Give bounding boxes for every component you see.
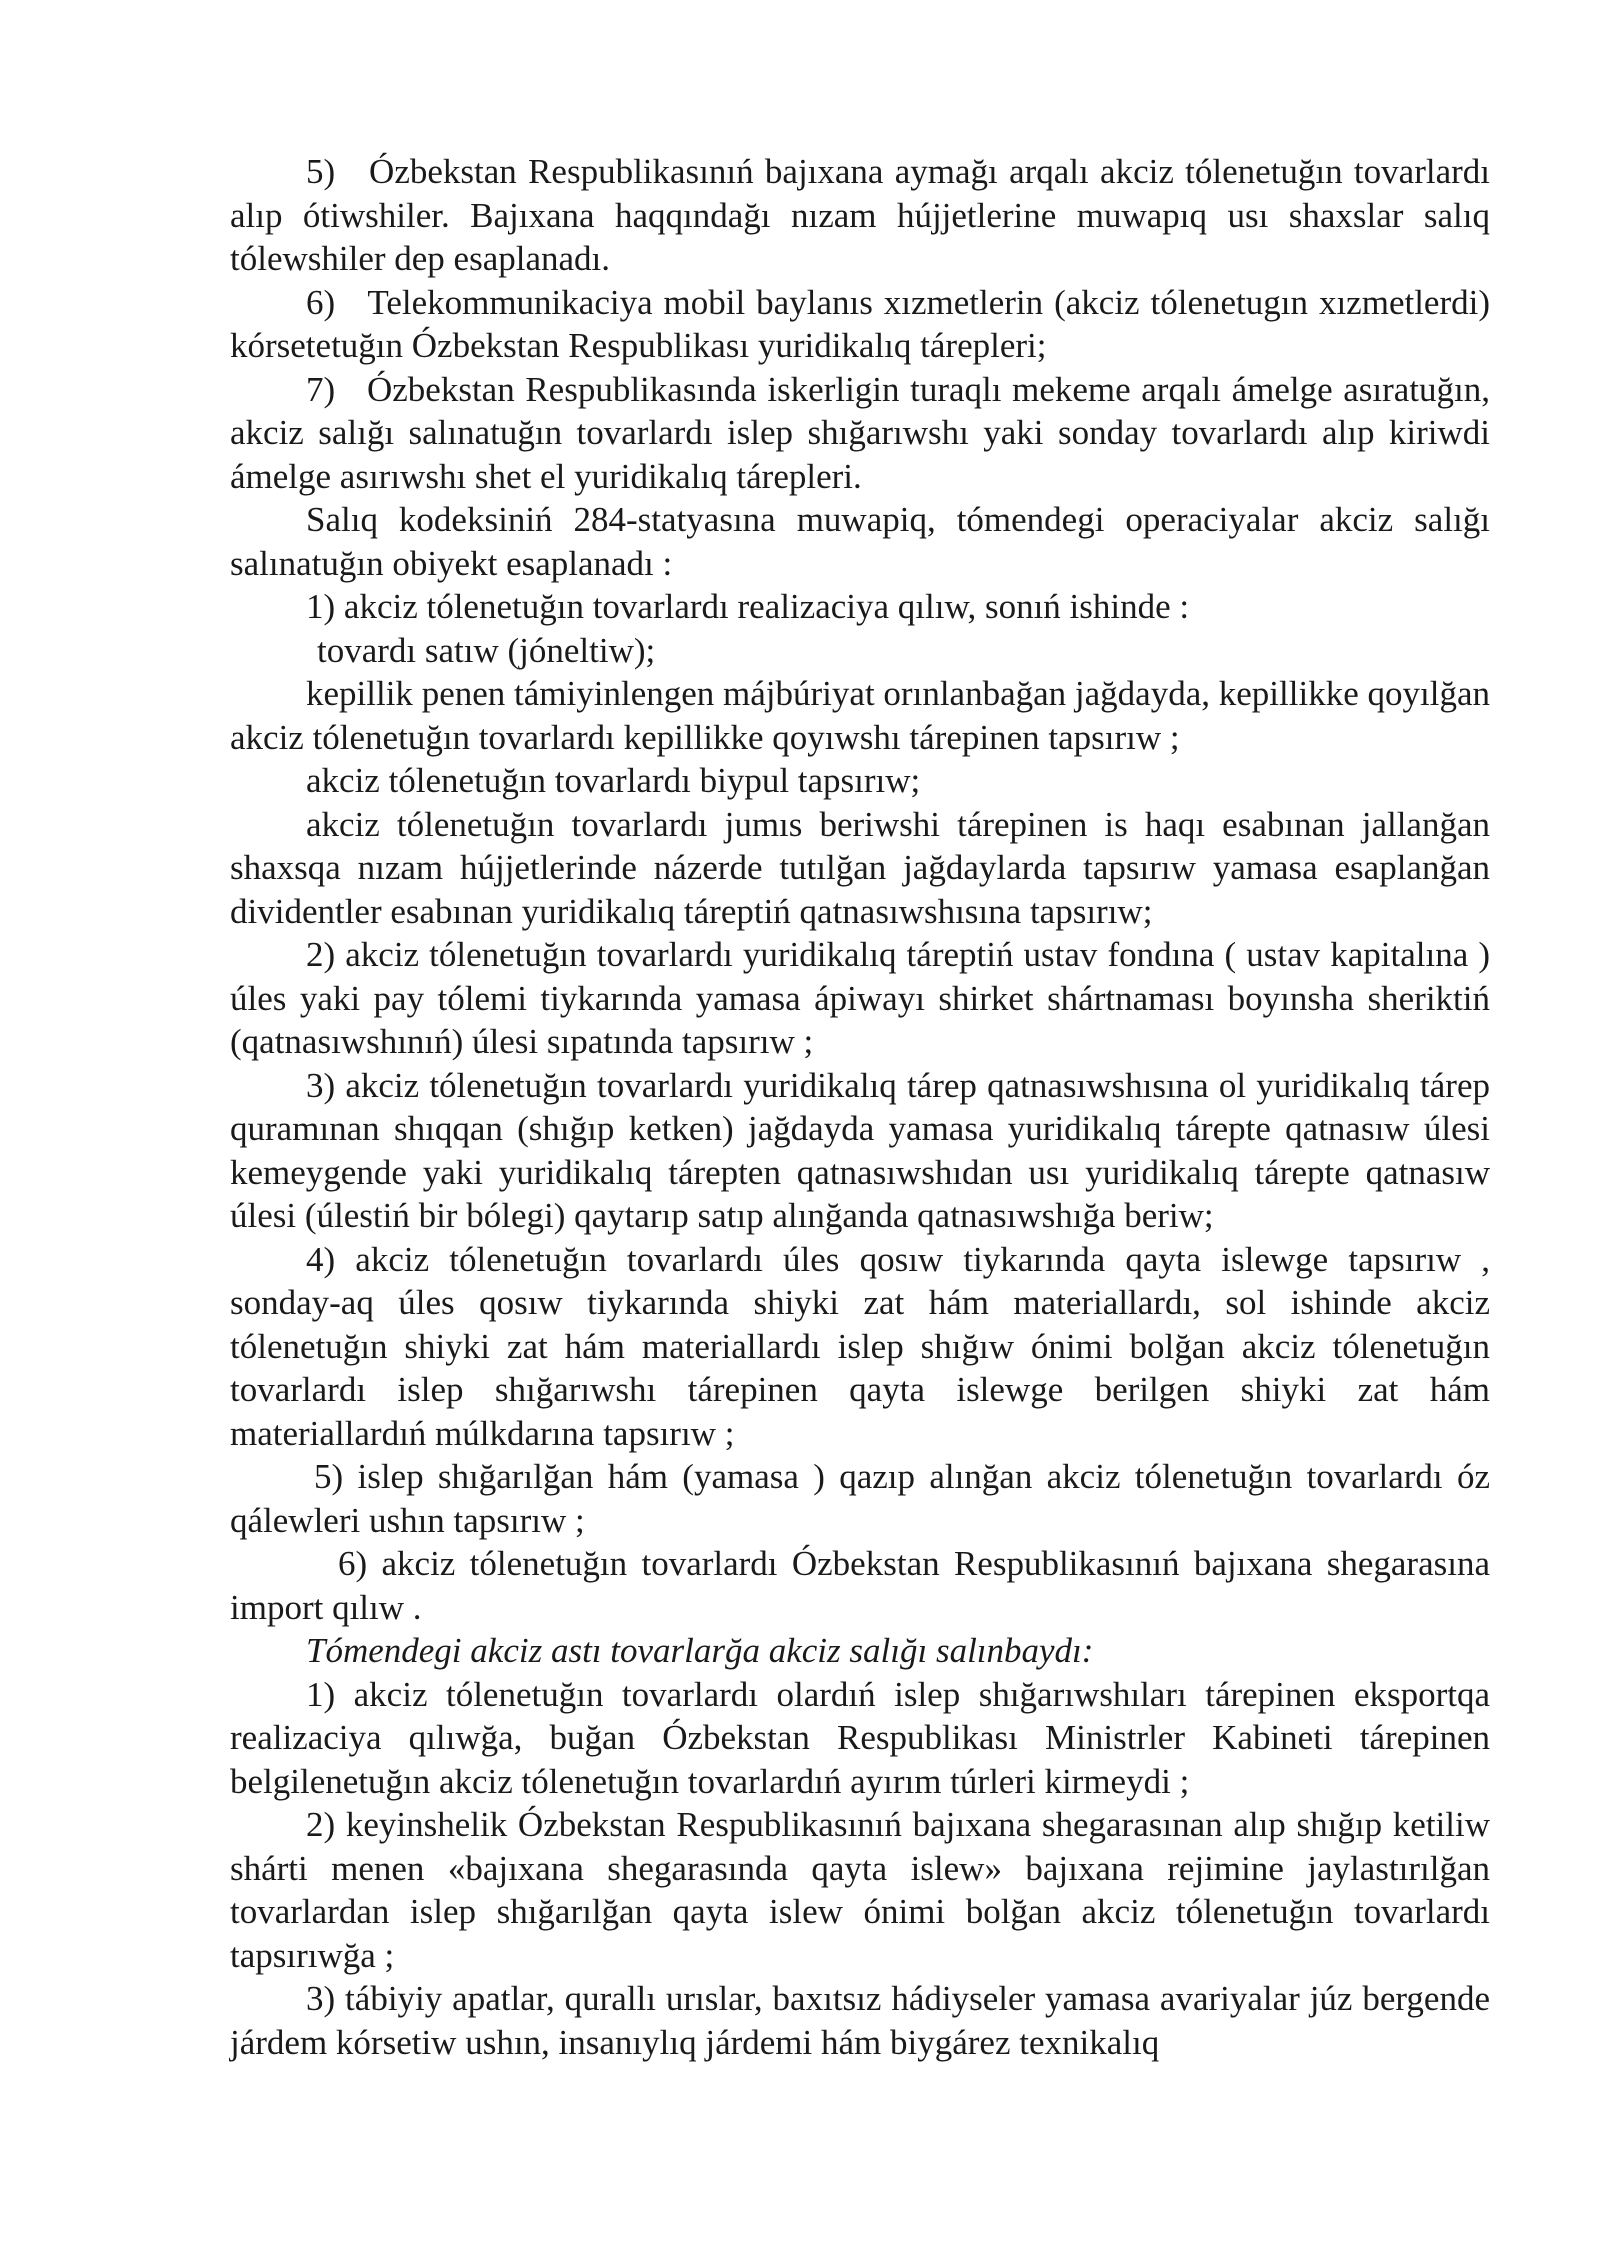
paragraph-sale: tovardı satıw (jóneltiw); (317, 630, 656, 670)
paragraph-wage-transfer: akciz tólenetuğın tovarlardı jumıs beriwshi tárepinen is haqı esabınan jallanğan shaxsqa nızam hújjetlerinde názerde tutılğan jağdaylarda tapsırıw yamasa esaplanğan dividentler esabınan yuridikalıq táreptiń qatnasıwshısına tapsırıw; (230, 804, 1490, 931)
paragraph-object-2: 2) akciz tólenetuğın tovarlardı yuridikalıq táreptiń ustav fondına ( ustav kapitalına ) úles yaki pay tólemi tiykarında yamasa ápiwayı shirket shártnaması boyınsha sheriktiń (qatnasıwshınıń) úlesi sıpatında tapsırıw ; (230, 935, 1490, 1061)
paragraph-free-transfer: akciz tólenetuğın tovarlardı biypul tapsırıw; (306, 761, 921, 800)
paragraph-object-4: 4) akciz tólenetuğın tovarlardı úles qosıw tiykarında qayta islewge tapsırıw , sonday-aq úles qosıw tiykarında shiyki zat hám materiallardı, sol ishinde akciz tólenetuğın shiyki zat hám materiallardı islep shığıw ónimi bolğan akciz tólenetuğın tovarlardı islep shığarıwshı tárepinen qayta islewge berilgen shiyki zat hám materiallardıń múlkdarına tapsırıw ; (230, 1239, 1490, 1453)
paragraph-object-3: 3) akciz tólenetuğın tovarlardı yuridikalıq tárep qatnasıwshısına ol yuridikalıq tárep quramınan shıqqan (shığıp ketken) jağdayda yamasa yuridikalıq tárepte qatnasıw úlesi kemeygende yaki yuridikalıq tárepten qatnasıwshıdan usı yuridikalıq tárepte qatnasıw úlesi (úlestiń bir bólegi) qaytarıp satıp alınğanda qatnasıwshığa beriw; (230, 1065, 1490, 1235)
paragraph-object-1: 1) akciz tólenetuğın tovarlardı realizaciya qılıw, sonıń ishinde : (306, 587, 1190, 626)
paragraph-pledge: kepillik penen támiyinlengen májbúriyat orınlanbağan jağdayda, kepillikke qoyılğan akciz tólenetuğın tovarlardı kepillikke qoyıwshı tárepinen tapsırıw ; (230, 674, 1490, 757)
paragraph-tax-code-article: Salıq kodeksiniń 284-statyasına muwapiq, tómendegi operaciyalar akciz salığı salınatuğın obiyekt esaplanadı : (230, 500, 1490, 583)
paragraph-exemption-1: 1) akciz tólenetuğın tovarlardı olardıń islep shığarıwshıları tárepinen eksportqa realizaciya qılıwğa, buğan Ózbekstan Respublikası Ministrler Kabineti tárepinen belgilenetuğın akciz tólenetuğın tovarlardıń ayırım túrleri kirmeydi ; (230, 1674, 1490, 1801)
paragraph-object-5: 5) islep shığarılğan hám (yamasa ) qazıp alınğan akciz tólenetuğın tovarlardı óz qálewleri ushın tapsırıw ; (230, 1457, 1490, 1540)
paragraph-exemptions-heading: Tómendegi akciz astı tovarlarğa akciz salığı salınbaydı: (306, 1631, 1094, 1670)
document-page (230, 150, 1490, 2064)
paragraph-item-7: 7) Ózbekstan Respublikasında iskerligin turaqlı mekeme arqalı ámelge asıratuğın, akciz salığı salınatuğın tovarlardı islep shığarıwshı yaki sonday tovarlardı alıp kiriwdi ámelge asırıwshı shet el yuridikalıq tárepleri. (230, 369, 1490, 496)
paragraph-exemption-2: 2) keyinshelik Ózbekstan Respublikasınıń bajıxana shegarasınan alıp shığıp ketiliw shárti menen «bajıxana shegarasında qayta islew» bajıxana rejimine jaylastırılğan tovarlardan islep shığarılğan qayta islew ónimi bolğan akciz tólenetuğın tovarlardı tapsırıwğa ; (230, 1805, 1490, 1975)
paragraph-item-5: 5) Ózbekstan Respublikasınıń bajıxana aymağı arqalı akciz tólenetuğın tovarlardı alıp ótiwshiler. Bajıxana haqqındağı nızam hújjetlerine muwapıq usı shaxslar salıq tólewshiler dep esaplanadı. (230, 152, 1490, 278)
paragraph-item-6: 6) Telekommunikaciya mobil baylanıs xızmetlerin (akciz tólenetugın xızmetlerdi) kórsetetuğın Ózbekstan Respublikası yuridikalıq tárepleri; (230, 282, 1490, 365)
paragraph-object-6: 6) akciz tólenetuğın tovarlardı Ózbekstan Respublikasınıń bajıxana shegarasına import qılıw . (230, 1544, 1490, 1627)
paragraph-exemption-3: 3) tábiyiy apatlar, qurallı urıslar, baxıtsız hádiyseler yamasa avariyalar júz bergende járdem kórsetiw ushın, insanıylıq járdemi hám biygárez texnikalıq (230, 1979, 1490, 2062)
